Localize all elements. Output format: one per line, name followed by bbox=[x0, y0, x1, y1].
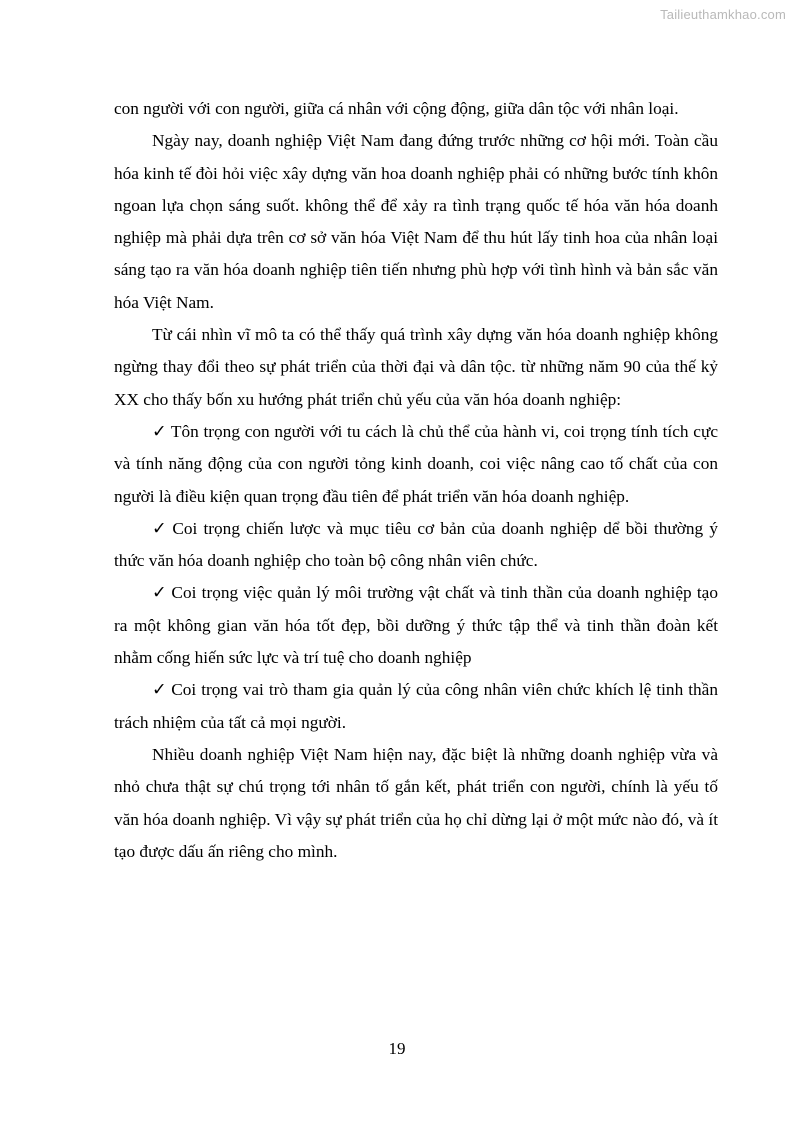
checkmark-icon: ✓ bbox=[152, 680, 168, 700]
paragraph-conclusion: Nhiều doanh nghiệp Việt Nam hiện nay, đặc biệt là những doanh nghiệp vừa và nhỏ chưa thật sự chú trọng tới nhân tố gắn kết, phát triển con người, chính là yếu tố văn hóa doanh nghiệp. Vì vậy sự phát triển của họ chỉ dừng lại ở một mức nào đó, và ít tạo được dấu ấn riêng cho mình. bbox=[114, 744, 718, 861]
document-body bbox=[114, 93, 718, 868]
bullet-participation bbox=[114, 674, 718, 739]
watermark-text: Tailieuthamkhao.com bbox=[660, 7, 786, 22]
checkmark-icon: ✓ bbox=[152, 421, 167, 441]
bullet-text: Coi trọng vai trò tham gia quản lý của công nhân viên chức khích lệ tinh thần trách nhiệm của tất cả mọi người. bbox=[114, 680, 718, 732]
bullet-respect-people bbox=[114, 416, 718, 513]
page-number: 19 bbox=[388, 1039, 406, 1058]
paragraph-macro-view: Từ cái nhìn vĩ mô ta có thể thấy quá trình xây dựng văn hóa doanh nghiệp không ngừng thay đổi theo sự phát triển của thời đại và dân tộc. từ những năm 90 của thế kỷ XX cho thấy bốn xu hướng phát triển chủ yếu của văn hóa doanh nghiệp: bbox=[114, 325, 718, 409]
bullet-text: Tôn trọng con người với tu cách là chủ thể của hành vi, coi trọng tính tích cực và tính năng động của con người tỏng kinh doanh, coi việc nâng cao tố chất của con người là điều kiện quan trọng đầu tiên để phát triển văn hóa doanh nghiệp. bbox=[114, 421, 718, 506]
paragraph-continuation: con người với con người, giữa cá nhân với cộng động, giữa dân tộc với nhân loại. bbox=[114, 99, 679, 118]
bullet-environment bbox=[114, 577, 718, 674]
bullet-text: Coi trọng việc quản lý môi trường vật chất và tinh thần của doanh nghiệp tạo ra một không gian văn hóa tốt đẹp, bồi dưỡng ý thức tập thể và tinh thần đoàn kết nhằm cống hiến sức lực và trí tuệ cho doanh nghiệp bbox=[114, 583, 718, 668]
bullet-text: Coi trọng chiến lược và mục tiêu cơ bản của doanh nghiệp dể bồi thường ý thức văn hóa doanh nghiệp cho toàn bộ công nhân viên chức. bbox=[114, 518, 718, 571]
bullet-strategy bbox=[114, 513, 718, 578]
paragraph-opportunities: Ngày nay, doanh nghiệp Việt Nam đang đứng trước những cơ hội mới. Toàn cầu hóa kinh tế đòi hỏi việc xây dựng văn hoa doanh nghiệp phải có những bước tính khôn ngoan lựa chọn sáng suốt. không thể để xảy ra tình trạng quốc tế hóa văn hóa doanh nghiệp mà phải dựa trên cơ sở văn hóa Việt Nam để thu hút lấy tinh hoa của nhân loại sáng tạo ra văn hóa doanh nghiệp tiên tiến nhưng phù hợp với tình hình và bản sắc văn hóa Việt Nam. bbox=[114, 131, 718, 312]
checkmark-icon: ✓ bbox=[152, 583, 168, 603]
checkmark-icon: ✓ bbox=[152, 518, 169, 538]
